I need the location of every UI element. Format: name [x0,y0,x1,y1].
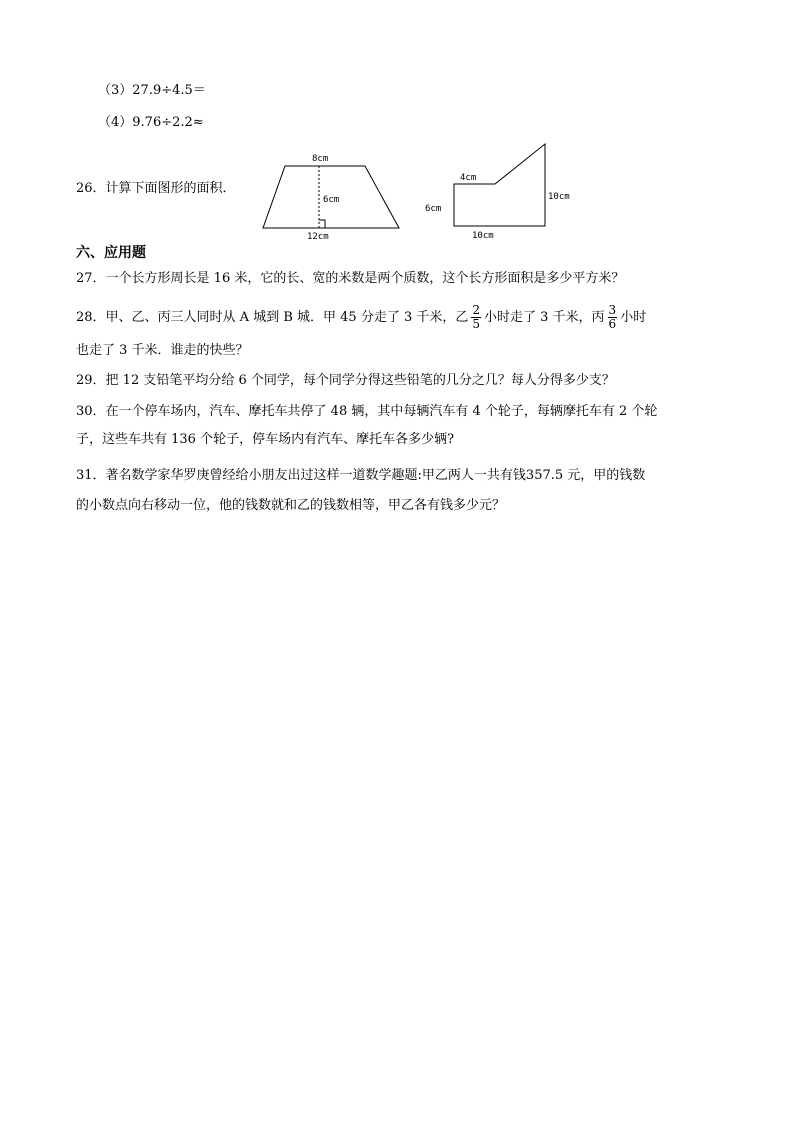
question-28-line-2: 也走了 3 千米．谁走的快些？ [76,343,249,358]
section-6-heading: 六、应用题 [76,245,146,261]
polygon-figure [420,138,590,242]
polygon-step-label: 4cm [460,173,477,183]
question-28-part-1: 28．甲、乙、丙三人同时从 A 城到 B 城．甲 45 分走了 3 千米，乙 [76,310,469,325]
fraction-two-fifths [471,304,481,331]
question-27-text: 27．一个长方形周长是 16 米，它的长、宽的米数是两个质数，这个长方形面积是多少平方米？ [76,271,625,286]
calc-item-4: （4）9.76÷2.2≈ [98,115,204,130]
right-angle-mark [319,220,325,228]
polygon-shape [454,144,545,226]
polygon-right-height-label: 10cm [548,192,570,202]
question-30-line-1: 30．在一个停车场内，汽车、摩托车共停了 48 辆，其中每辆汽车有 4 个轮子，每辆摩托车有 2 个轮 [76,404,658,419]
trapezoid-bottom-label: 12cm [307,232,329,242]
fraction-2-numerator: 3 [608,303,617,317]
trapezoid-height-label: 6cm [323,195,340,205]
question-28-part-2: 小时走了 3 千米，丙 [484,310,605,325]
fraction-three-sixths [608,304,618,331]
trapezoid-top-label: 8cm [312,154,329,164]
question-28-line-1 [76,304,646,331]
fraction-1-numerator: 2 [472,303,480,317]
fraction-1-denominator: 5 [472,317,480,331]
calc-item-3: （3）27.9÷4.5＝ [98,83,206,98]
question-30-line-2: 子，这些车共有 136 个轮子，停车场内有汽车、摩托车各多少辆? [76,432,455,447]
fraction-2-denominator: 6 [608,317,617,331]
question-29-text: 29．把 12 支铅笔平均分给 6 个同学，每个同学分得这些铅笔的几分之几？每人分得多少支？ [76,373,615,388]
trapezoid-figure [255,150,405,242]
question-26-text: 26．计算下面图形的面积． [76,181,236,196]
question-28-part-3: 小时 [620,310,647,325]
question-31-line-1: 31．著名数学家华罗庚曾经给小朋友出过这样一道数学趣题:甲乙两人一共有钱357.5 元，甲的钱数 [76,468,646,483]
polygon-bottom-label: 10cm [472,231,494,241]
polygon-left-height-label: 6cm [425,204,442,214]
question-31-line-2: 的小数点向右移动一位，他的钱数就和乙的钱数相等，甲乙各有钱多少元？ [76,498,506,513]
